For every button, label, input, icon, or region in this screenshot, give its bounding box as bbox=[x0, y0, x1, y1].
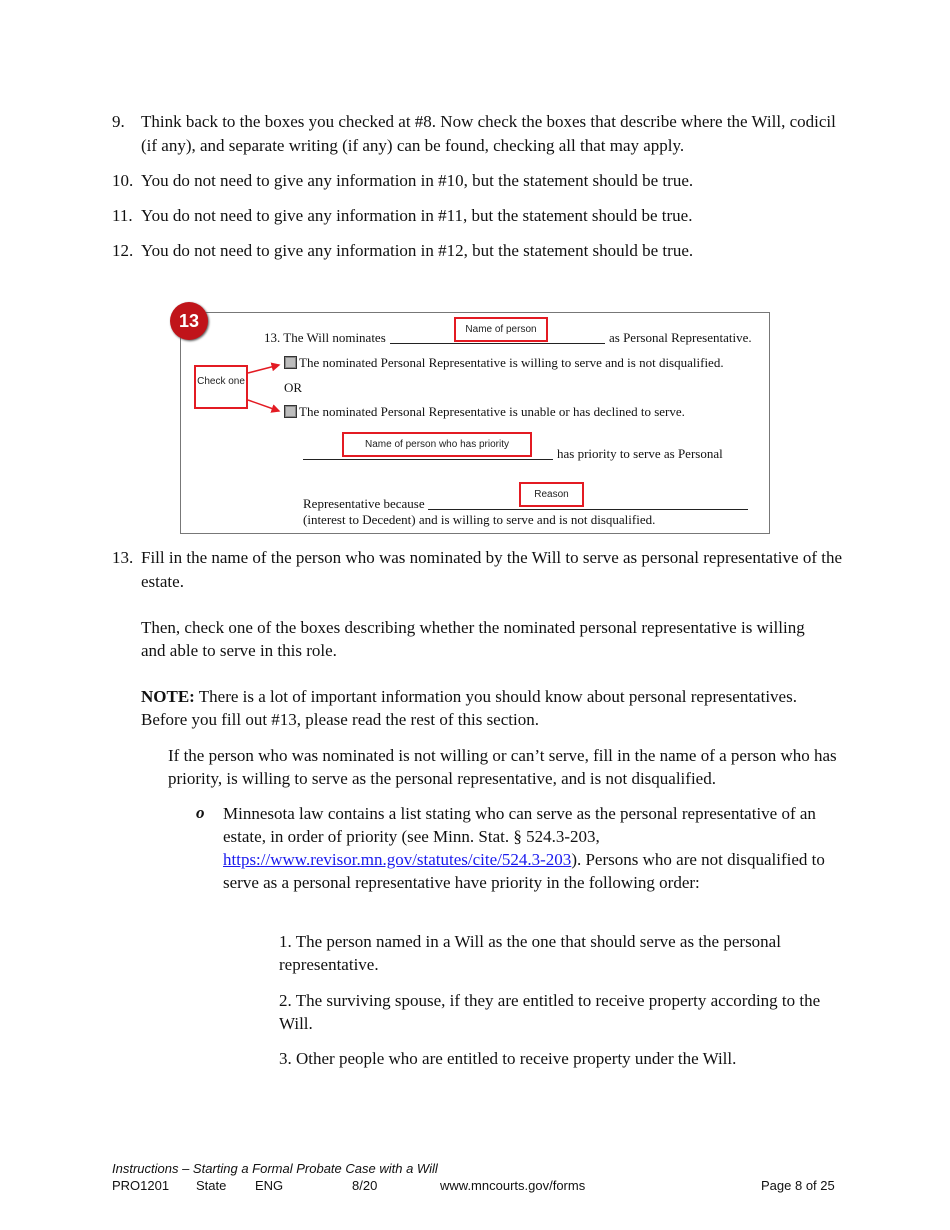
option-willing: The nominated Personal Representative is willing to serve and is not disqualified. bbox=[299, 355, 724, 370]
or-label: OR bbox=[284, 380, 303, 395]
reason-blank bbox=[428, 509, 748, 510]
statute-link[interactable]: https://www.revisor.mn.gov/statutes/cite/524.3-203 bbox=[223, 850, 572, 869]
as-pr-label: as Personal Representative. bbox=[609, 330, 752, 345]
footer-url: www.mncourts.gov/forms bbox=[440, 1178, 586, 1193]
then-paragraph: Then, check one of the boxes describing whether the nominated personal representative is willing and able to serve in this role. bbox=[141, 618, 805, 660]
item-number: 12. bbox=[112, 241, 134, 260]
footer-state: State bbox=[196, 1178, 227, 1193]
section-13-badge: 13 bbox=[170, 302, 208, 340]
priority-order-1: 1. The person named in a Will as the one that should serve as the personal representative. bbox=[279, 932, 781, 974]
option-unable: The nominated Personal Representative is unable or has declined to serve. bbox=[299, 404, 685, 419]
item-number: 10. bbox=[112, 171, 134, 190]
item-text: You do not need to give any information in #12, but the statement should be true. bbox=[141, 241, 694, 260]
footer-title: Instructions – Starting a Formal Probate Case with a Will bbox=[112, 1161, 438, 1176]
priority-blank bbox=[303, 459, 553, 460]
minnesota-law-paragraph bbox=[223, 802, 835, 894]
item-text: Fill in the name of the person who was nominated by the Will to serve as personal representative of the estate. bbox=[141, 548, 843, 591]
priority-person-callout: Name of person who has priority bbox=[342, 432, 532, 457]
bullet-icon: o bbox=[196, 803, 205, 822]
if-not-willing-paragraph: If the person who was nominated is not willing or can’t serve, fill in the name of a person who has priority, is willing to serve as the personal representative, and is not disqualified. bbox=[168, 746, 837, 788]
footer-date: 8/20 bbox=[352, 1178, 378, 1193]
reason-callout: Reason bbox=[519, 482, 584, 507]
footer-page-number: Page 8 of 25 bbox=[761, 1178, 835, 1193]
unable-checkbox[interactable] bbox=[284, 405, 297, 418]
check-one-callout: Check one bbox=[194, 365, 248, 409]
interest-line: (interest to Decedent) and is willing to serve and is not disqualified. bbox=[303, 512, 656, 527]
nominates-label: 13. The Will nominates bbox=[264, 330, 386, 345]
willing-checkbox[interactable] bbox=[284, 356, 297, 369]
callout-arrows bbox=[246, 360, 286, 416]
law-text-start: Minnesota law contains a list stating who can serve as the personal representative of an estate, in order of priority (see Minn. Stat. § 524.3-203, bbox=[223, 804, 816, 846]
has-priority-label: has priority to serve as Personal bbox=[557, 446, 723, 461]
name-of-person-callout: Name of person bbox=[454, 317, 548, 342]
note-label: NOTE: bbox=[141, 687, 195, 706]
item-number: 11. bbox=[112, 206, 133, 225]
item-text: You do not need to give any information in #11, but the statement should be true. bbox=[141, 206, 693, 225]
item-text: You do not need to give any information in #10, but the statement should be true. bbox=[141, 171, 694, 190]
note-text: There is a lot of important information you should know about personal representatives. Before you fill out #13, please read the rest of this section. bbox=[141, 687, 797, 729]
item-number: 13. bbox=[112, 548, 134, 567]
note-paragraph bbox=[141, 685, 831, 731]
law-text-end: ). Persons who are not disqualified to serve as a personal representative have priority in the following order: bbox=[223, 850, 825, 892]
because-label: Representative because bbox=[303, 496, 425, 511]
footer-language: ENG bbox=[255, 1178, 284, 1193]
priority-order-2: 2. The surviving spouse, if they are entitled to receive property according to the Will. bbox=[279, 991, 821, 1033]
footer-form-code: PRO1201 bbox=[112, 1178, 170, 1193]
item-number: 9. bbox=[112, 112, 125, 131]
item-text: Think back to the boxes you checked at #8. Now check the boxes that describe where the Will, codicil (if any), and separate writing (if any) can be found, checking all that may apply. bbox=[141, 112, 836, 155]
priority-order-3: 3. Other people who are entitled to receive property under the Will. bbox=[279, 1049, 737, 1068]
nominee-blank bbox=[390, 343, 605, 344]
